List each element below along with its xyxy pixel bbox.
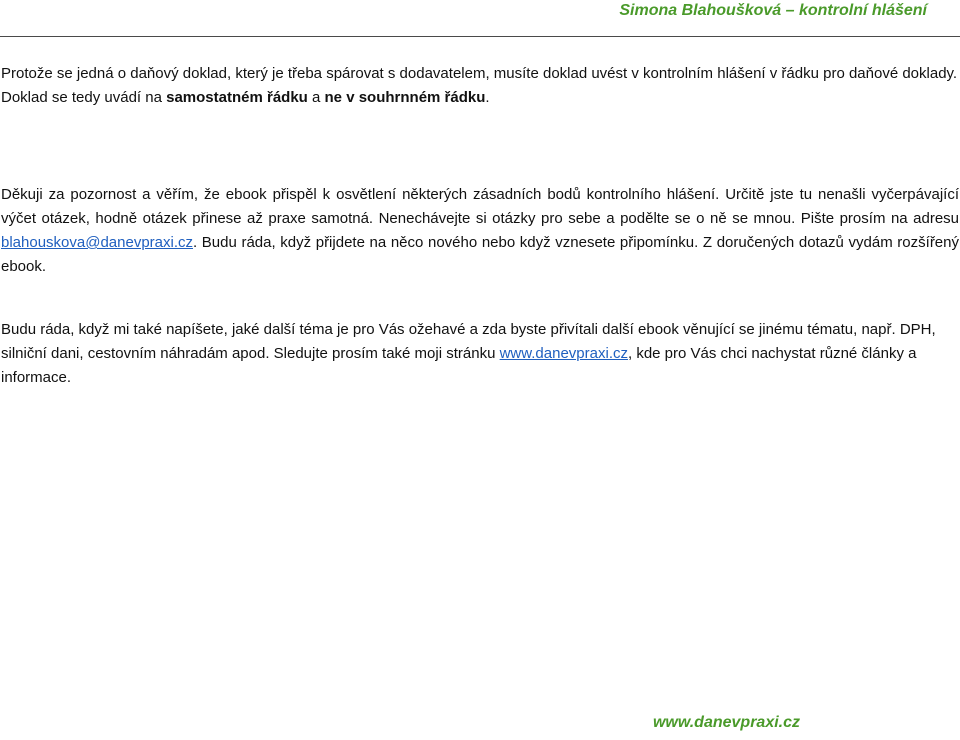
email-link[interactable]: blahouskova@danevpraxi.cz [1,234,194,251]
bold-text-not-summary-row: ne v souhrnném řádku [324,89,486,106]
paragraph-text: Děkuji za pozornost a věřím, že ebook přispěl k osvětlení některých zásadních bodů kontrolního hlášení. Určitě jste tu nenašli vyčerpávající výčet otázek, hodně otázek přinese až praxe samotná. Nenechávejte si otázky pro sebe a podělte se o ně se mnou. Pište prosím na adresu [1,186,959,227]
paragraph-thanks [1,183,959,279]
paragraph-text: . [485,89,490,106]
paragraph-tax-document [1,62,959,110]
paragraph-text: Budu ráda, když mi také napíšete, jaké další téma je pro Vás ožehavé a zda byste přivítali další ebook věnující se jinému tématu, např. DPH, silniční dani, cestovním náhradám apod. Sledujte prosím také moji stránku [1,321,936,362]
bold-text-separate-row: samostatném řádku [166,89,308,106]
paragraph-text: a [307,89,325,106]
header-divider [0,36,960,37]
paragraph-text: , kde pro Vás chci nachystat různé články a informace. [1,345,917,386]
page-header-title: Simona Blahoušková – kontrolní hlášení [619,2,927,19]
website-link[interactable]: www.danevpraxi.cz [499,345,628,362]
paragraph-text: . Budu ráda, když přijdete na něco nového nebo když vznesete připomínku. Z doručených dotazů vydám rozšířený ebook. [1,234,959,275]
paragraph-topics [1,318,959,390]
paragraph-text: Protože se jedná o daňový doklad, který je třeba spárovat s dodavatelem, musíte doklad uvést v kontrolním hlášení v řádku pro daňové doklady. Doklad se tedy uvádí na [1,65,958,106]
footer-website: www.danevpraxi.cz [652,714,800,731]
